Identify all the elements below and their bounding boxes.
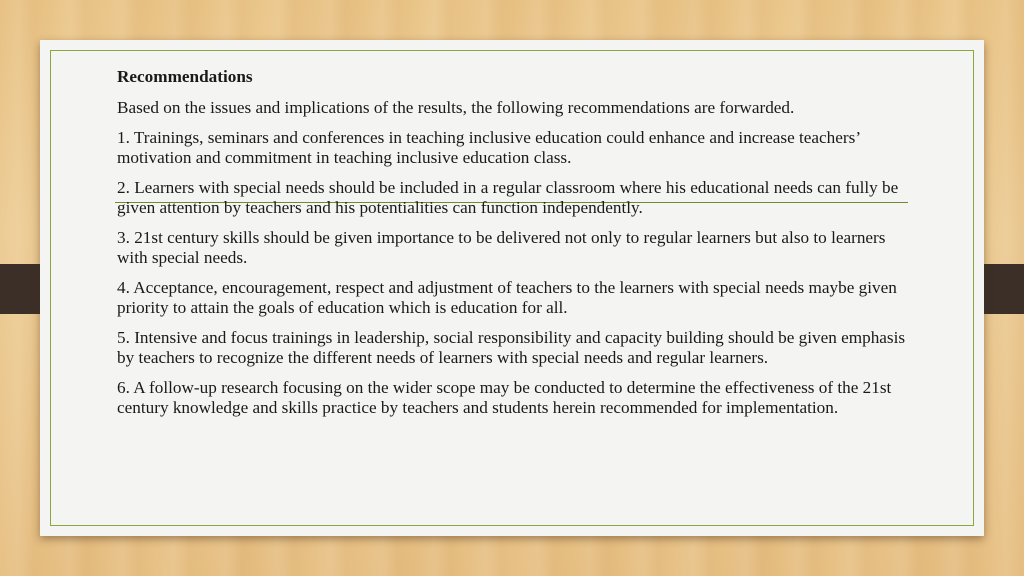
recommendation-item-1: 1. Trainings, seminars and conferences in teaching inclusive education could enhance and increase teachers’ motivation and commitment in teaching inclusive education class. — [117, 128, 860, 167]
recommendation-item-2: 2. Learners with special needs should be included in a regular classroom where his educational needs can fully be given attention by teachers and his potentialities can function independently. — [117, 178, 899, 217]
recommendation-item-6: 6. A follow-up research focusing on the wider scope may be conducted to determine the effectiveness of the 21st century knowledge and skills practice by teachers and students herein recommended for implementation. — [117, 378, 892, 417]
intro-paragraph: Based on the issues and implications of the results, the following recommendations are forwarded. — [117, 98, 795, 117]
slide-card — [40, 40, 984, 536]
recommendation-item-4: 4. Acceptance, encouragement, respect and adjustment of teachers to the learners with special needs maybe given priority to attain the goals of education which is education for all. — [117, 278, 897, 317]
slide-content — [117, 67, 917, 428]
recommendation-item-5: 5. Intensive and focus trainings in leadership, social responsibility and capacity building should be given emphasis by teachers to recognize the different needs of learners with special needs and regular learners. — [117, 328, 906, 367]
slide-heading: Recommendations — [117, 67, 253, 86]
recommendation-item-3: 3. 21st century skills should be given importance to be delivered not only to regular learners but also to learners with special needs. — [117, 228, 886, 267]
